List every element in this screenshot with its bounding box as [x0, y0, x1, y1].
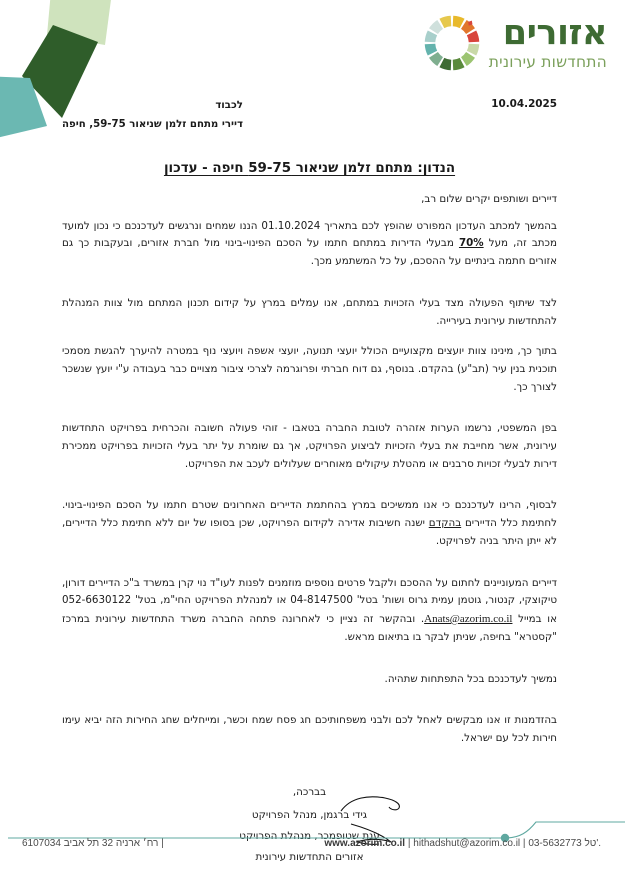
- footer-sep-2: |: [522, 838, 529, 849]
- urgency-emphasis: בהקדם: [428, 517, 462, 530]
- signed-percentage: 70%: [458, 237, 484, 250]
- p1-text-b: מבעלי הדירות במתחם חתמו על הסכם הפינוי-בינוי מול חברת אזורים, ובעקבות כך גם אזורים חתמה בינתיים על ההסכם, על כל המשתמע מכך.: [62, 237, 557, 268]
- brand-tagline: התחדשות עירונית: [488, 52, 607, 71]
- document-date: 10.04.2025: [491, 98, 557, 110]
- footer-phone: 03-5632773: [528, 838, 582, 849]
- letter-header: [0, 6, 625, 92]
- p1-text-a: בהמשך למכתב העדכון המפורט שהופץ לכם בתאריך 01.10.2024 הננו שמחים ונרגשים לעדכנכם כי נכון למועד מכתב זה, מעל: [62, 219, 557, 250]
- paragraph-cooperation: לצד שיתוף הפעולה מצד בעלי הזכויות במתחם, אנו עמלים במרץ על קידום תכנון המתחם מול צוות המנהלת להתחדשות עירונית בעירייה.: [62, 296, 557, 327]
- brand-logo: [421, 12, 607, 74]
- footer-website[interactable]: www.azorim.co.il: [324, 838, 406, 849]
- ring-segment: [461, 52, 475, 66]
- p6-text-a: דיירים המעוניינים לחתום על ההסכם ולקבל פרטים נוספים מוזמנים לפנות לעו"ד נוי קרן במשרד ב"כ הדיירים דורון, טיקוצקי, קנטור, גוטמן עמית גרוס ושות' בטל': [62, 576, 557, 607]
- paragraph-signing-progress: [62, 497, 557, 550]
- p6-text-c: או במייל: [512, 613, 557, 625]
- meta-row: [62, 96, 557, 135]
- ring-segment: [429, 52, 443, 66]
- ring-segment: [461, 20, 475, 34]
- lawyer-phone-number: 04-8147500: [290, 594, 353, 607]
- footer-phone-label: טל'.: [584, 838, 601, 849]
- paragraph-contact-details: [62, 575, 557, 647]
- p6-text-d: . ובהקשר זה נציין כי לאחרונה פתחה החברה משרד התחדשות עירונית במרכז "קסטרא" בחיפה, שניתן לבקר בו בתיאום מראש.: [62, 613, 557, 643]
- letter-body: [0, 96, 625, 868]
- footer-sep-1: |: [407, 838, 414, 849]
- project-manager-phone-number: 052-6630122: [62, 594, 132, 607]
- p5-text-a: לבסוף, הרינו לעדכנכם כי אנו ממשיכים במרץ בהחתמת הדיירים האחרונים שטרם חתמו על הסכם הפינוי-בינוי. לחתימת כלל הדיירים: [62, 499, 558, 530]
- footer-sep-3: |: [158, 838, 164, 849]
- footer-contact-group: [324, 838, 601, 849]
- signer-name-1: גידי ברגמן, מנהל הפרויקט: [251, 808, 368, 821]
- p5-text-b: ישנה חשיבות אדירה לקידום הפרויקט, שכן בסופו של יום ללא חתימת כלל הדיירים, לא ייתן היתר בניה לפרויקט.: [62, 517, 557, 547]
- paragraph-status-update: [62, 218, 557, 271]
- greeting-line: דיירים ושותפים יקרים שלום רב,: [421, 192, 557, 205]
- addressee-line: דיירי מתחם זלמן שניאור 59-75, חיפה: [62, 119, 243, 131]
- signature-company: אזורים התחדשות עירונית: [255, 851, 364, 863]
- footer-address-text: רח׳ ארניה 32 תל אביב 6107034: [22, 838, 159, 849]
- contact-email-link[interactable]: Anats@azorim.co.il: [424, 613, 513, 625]
- signer-name-2: ענת שטופמכר, מנהלת הפרויקט: [239, 829, 380, 842]
- signature-regards: בברכה,: [292, 785, 327, 798]
- footer-bar: [0, 838, 625, 849]
- brand-wordmark: [488, 12, 607, 71]
- subject-line: הנדון: מתחם זלמן שניאור 59-75 חיפה - עדכון: [163, 160, 456, 176]
- ring-segment: [429, 20, 443, 34]
- paragraph-closing-updates: נמשיך לעדכנכם בכל התפתחות שתהיה.: [384, 672, 557, 685]
- addressee-block: [62, 96, 243, 135]
- footer-address: [22, 838, 164, 849]
- paragraph-holiday-wishes: בהזדמנות זו אנו מבקשים לאחל לכם ולבני משפחותיכם חג פסח שמח וכשר, ומייחלים שחג החירות הזה יביא עימו חירות לכל עם ישראל.: [62, 714, 557, 745]
- brand-name: אזורים: [502, 12, 607, 53]
- paragraph-legal: בפן המשפטי, נרשמו הערות אזהרה לטובת החברה בטאבו - זוהי פעולה חשובה והכרחית בפרויקט התחדשות עירונית, אשר מחייבת את בעלי הזכויות לביצוע הפרויקט, אך גם שומרת על יתר בעלי הזכויות בפרויקט ממכירת דירות לבעלי זכויות סרבנים או מהטלת עיקולים מאוחרים שעלולים לעכב את הפרויקט.: [62, 422, 557, 470]
- p6-text-b: או למנהלת הפרויקט החי"מ, בטל': [131, 594, 291, 607]
- to-label: לכבוד: [215, 100, 243, 111]
- footer-email[interactable]: hithadshut@azorim.co.il: [413, 838, 521, 849]
- brand-ring-icon: [421, 12, 483, 74]
- paragraph-consultants: בתוך כך, מינינו צוות יועצים מקצועיים הכולל יועצי תנועה, יועצי אשפה ויועצי נוף במטרה להיערך להגשת מסמכי תוכנית בנין עיר (תב"ע) בהקדם. בנוסף, גם דוח חברתי ופרוגרמה לצרכי ציבור מצויים כבר בעבודה ע"י יועץ שנשכר לצורך כך.: [62, 345, 557, 393]
